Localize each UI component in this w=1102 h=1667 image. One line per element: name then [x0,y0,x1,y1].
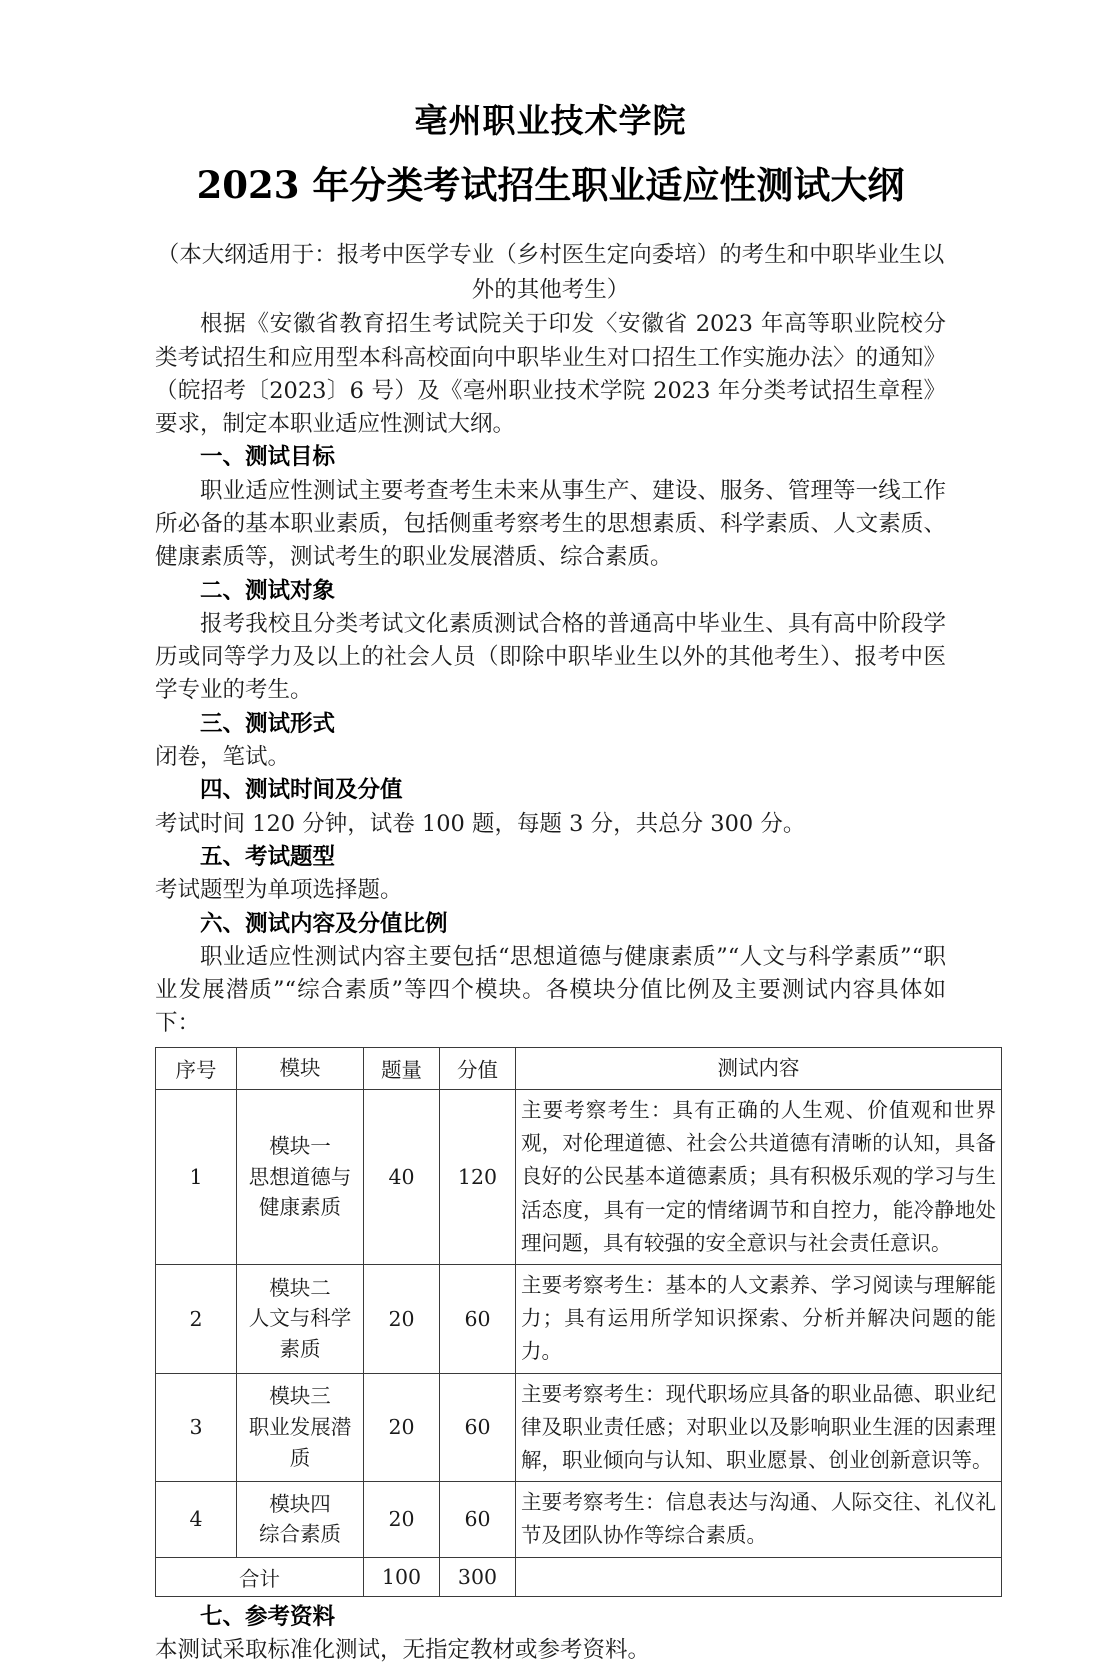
row-desc: 主要考察考生：信息表达与沟通、人际交往、礼仪礼节及团队协作等综合素质。 [516,1482,1002,1557]
row-score: 60 [440,1373,516,1482]
section-body-4: 考试时间 120 分钟，试卷 100 题，每题 3 分，共总分 300 分。 [155,810,806,837]
table-row [156,1264,1002,1373]
module-name-line-3: 质 [289,1445,311,1470]
module-name-line-2: 思想道德与 [248,1164,352,1189]
applicability-note: （本大纲适用于：报考中医学专业（乡村医生定向委培）的考生和中职毕业生以外的其他考生） [156,242,945,304]
module-name-line-2: 综合素质 [259,1522,341,1547]
section-heading-5: 五、考试题型 [200,843,336,870]
module-name-line-1: 模块三 [269,1384,331,1409]
total-desc [516,1557,1002,1596]
section-heading-4: 四、测试时间及分值 [200,777,403,804]
module-name-line-1: 模块四 [269,1491,331,1516]
section-body-3: 闭卷，笔试。 [155,744,291,771]
section-heading-2: 二、测试对象 [200,577,336,604]
row-qty: 20 [364,1373,440,1482]
table-row [156,1089,1002,1264]
total-label: 合计 [156,1557,364,1596]
row-no: 3 [156,1373,237,1482]
section-body-2: 报考我校且分类考试文化素质测试合格的普通高中毕业生、具有高中阶段学历或同等学力及以上的社会人员（即除中职毕业生以外的其他考生）、报考中医学专业的考生。 [155,610,946,704]
module-name-line-3: 素质 [279,1337,321,1362]
table-row [156,1482,1002,1557]
row-module [237,1264,364,1373]
header-cell-desc: 测试内容 [516,1047,1002,1089]
row-desc: 主要考察考生：基本的人文素养、学习阅读与理解能力；具有运用所学知识探索、分析并解决问题的能力。 [516,1264,1002,1373]
section-body-7: 本测试采取标准化测试，无指定教材或参考资料。 [155,1636,651,1663]
table-row [156,1373,1002,1482]
section-heading-1: 一、测试目标 [200,444,336,471]
header-cell-qty: 题量 [364,1047,440,1089]
preamble-paragraph: 根据《安徽省教育招生考试院关于印发〈安徽省 2023 年高等职业院校分类考试招生和应用型本科高校面向中职毕业生对口招生工作实施办法〉的通知》（皖招考〔2023〕6 号）及《亳州职业技术学院 2023 年分类考试招生章程》要求，制定本职业适应性测试大纲。 [155,311,946,438]
module-name-line-1: 模块一 [269,1133,331,1158]
row-score: 120 [440,1089,516,1264]
module-name-line-3: 健康素质 [259,1195,341,1220]
row-qty: 40 [364,1089,440,1264]
row-desc: 主要考察考生：现代职场应具备的职业品德、职业纪律及职业责任感；对职业以及影响职业生涯的因素理解，职业倾向与认知、职业愿景、创业创新意识等。 [516,1373,1002,1482]
row-desc: 主要考察考生：具有正确的人生观、价值观和世界观，对伦理道德、社会公共道德有清晰的认知，具备良好的公民基本道德素质；具有积极乐观的学习与生活态度，具有一定的情绪调节和自控力，能冷静地处理问题，具有较强的安全意识与社会责任意识。 [516,1089,1002,1264]
total-score: 300 [440,1557,516,1596]
module-name-line-2: 职业发展潜 [248,1414,352,1439]
section-heading-6: 六、测试内容及分值比例 [200,910,448,937]
row-no: 2 [156,1264,237,1373]
total-qty: 100 [364,1557,440,1596]
section-heading-3: 三、测试形式 [200,710,336,737]
header-cell-module: 模块 [237,1047,364,1089]
section-body-1: 职业适应性测试主要考查考生未来从事生产、建设、服务、管理等一线工作所必备的基本职业素质，包括侧重考察考生的思想素质、科学素质、人文素质、健康素质等，测试考生的职业发展潜质、综合素质。 [155,477,946,571]
row-module [237,1089,364,1264]
table-header-row [156,1047,1002,1089]
section-body-5: 考试题型为单项选择题。 [155,877,403,904]
module-name-line-2: 人文与科学 [248,1306,352,1331]
row-module [237,1482,364,1557]
module-name-line-1: 模块二 [269,1275,331,1300]
row-no: 1 [156,1089,237,1264]
row-qty: 20 [364,1264,440,1373]
table-total-row [156,1557,1002,1596]
row-score: 60 [440,1264,516,1373]
outline-title: 2023 年分类考试招生职业适应性测试大纲 [196,163,905,208]
row-module [237,1373,364,1482]
institution-title: 亳州职业技术学院 [414,101,687,140]
document-content [155,0,996,1667]
row-qty: 20 [364,1482,440,1557]
row-no: 4 [156,1482,237,1557]
header-cell-no: 序号 [156,1047,237,1089]
header-cell-score: 分值 [440,1047,516,1089]
score-distribution-table [155,1047,1002,1597]
row-score: 60 [440,1482,516,1557]
section-heading-7: 七、参考资料 [200,1603,336,1630]
section-body-6: 职业适应性测试内容主要包括“思想道德与健康素质”“人文与科学素质”“职业发展潜质”“综合素质”等四个模块。各模块分值比例及主要测试内容具体如下： [155,943,946,1037]
